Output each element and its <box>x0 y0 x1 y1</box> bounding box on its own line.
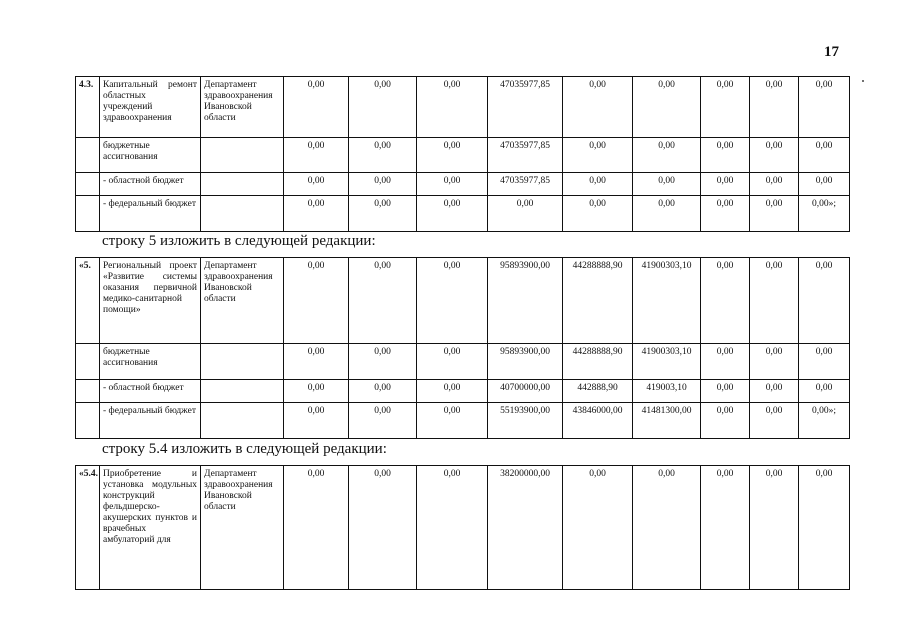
row-department <box>201 380 284 403</box>
row-name: Капитальный ремонт областных учреждений здравоохранения <box>100 77 201 138</box>
value-cell: 0,00 <box>417 344 488 380</box>
value-cell: 44288888,90 <box>563 344 633 380</box>
value-cell: 95893900,00 <box>488 258 563 344</box>
value-cell: 0,00 <box>349 138 417 173</box>
value-cell: 0,00 <box>349 380 417 403</box>
table-row <box>76 173 850 196</box>
value-cell: 0,00 <box>563 173 633 196</box>
value-cell: 0,00 <box>488 196 563 232</box>
row-number <box>76 196 100 232</box>
row-department: Департамент здравоохранения Ивановской области <box>201 77 284 138</box>
value-cell: 0,00 <box>633 77 701 138</box>
value-cell: 0,00 <box>799 344 850 380</box>
row-department <box>201 196 284 232</box>
value-cell: 55193900,00 <box>488 403 563 439</box>
value-cell: 442888,90 <box>563 380 633 403</box>
table-row <box>76 138 850 173</box>
value-cell: 0,00 <box>284 77 349 138</box>
table-row <box>76 466 850 590</box>
value-cell: 0,00 <box>417 138 488 173</box>
row-department <box>201 403 284 439</box>
value-cell: 0,00 <box>417 380 488 403</box>
value-cell: 0,00 <box>750 344 799 380</box>
value-cell: 0,00 <box>417 466 488 590</box>
value-cell: 0,00 <box>701 173 750 196</box>
value-cell: 0,00 <box>750 380 799 403</box>
value-cell: 0,00 <box>349 403 417 439</box>
value-cell: 0,00 <box>750 196 799 232</box>
table-row <box>76 344 850 380</box>
row-number <box>76 138 100 173</box>
value-cell: 0,00 <box>349 77 417 138</box>
value-cell: 0,00 <box>633 196 701 232</box>
value-cell: 419003,10 <box>633 380 701 403</box>
value-cell: 0,00 <box>284 196 349 232</box>
page-number: 17 <box>824 44 839 60</box>
table-row <box>76 196 850 232</box>
value-cell: 0,00 <box>633 173 701 196</box>
row-number <box>76 173 100 196</box>
value-cell: 0,00»; <box>799 403 850 439</box>
value-cell: 0,00 <box>750 403 799 439</box>
value-cell: 0,00 <box>701 466 750 590</box>
value-cell: 0,00 <box>349 196 417 232</box>
value-cell: 0,00 <box>284 403 349 439</box>
row-name: Региональный проект «Развитие системы оказания первичной медико-санитарной помощи» <box>100 258 201 344</box>
value-cell: 0,00 <box>701 258 750 344</box>
value-cell: 0,00 <box>750 466 799 590</box>
row-number: «5. <box>76 258 100 344</box>
row-department <box>201 344 284 380</box>
value-cell: 0,00 <box>750 258 799 344</box>
value-cell: 0,00 <box>349 258 417 344</box>
row-number <box>76 380 100 403</box>
row-department: Департамент здравоохранения Ивановской области <box>201 466 284 590</box>
row-department: Департамент здравоохранения Ивановской области <box>201 258 284 344</box>
value-cell: 0,00 <box>284 380 349 403</box>
value-cell: 0,00 <box>349 173 417 196</box>
value-cell: 0,00 <box>349 466 417 590</box>
value-cell: 47035977,85 <box>488 173 563 196</box>
value-cell: 0,00 <box>799 258 850 344</box>
row-name: бюджетные ассигнования <box>100 344 201 380</box>
table-row <box>76 77 850 138</box>
row-number <box>76 344 100 380</box>
value-cell: 0,00 <box>701 77 750 138</box>
value-cell: 0,00 <box>799 77 850 138</box>
row-name: - областной бюджет <box>100 173 201 196</box>
value-cell: 0,00 <box>284 344 349 380</box>
row-department <box>201 138 284 173</box>
value-cell: 0,00 <box>799 138 850 173</box>
value-cell: 0,00 <box>701 380 750 403</box>
value-cell: 41900303,10 <box>633 258 701 344</box>
row-number <box>76 403 100 439</box>
value-cell: 0,00 <box>284 173 349 196</box>
scan-dot <box>862 80 864 82</box>
value-cell: 0,00 <box>799 173 850 196</box>
value-cell: 40700000,00 <box>488 380 563 403</box>
value-cell: 47035977,85 <box>488 77 563 138</box>
value-cell: 0,00 <box>563 466 633 590</box>
value-cell: 0,00 <box>701 344 750 380</box>
value-cell: 0,00»; <box>799 196 850 232</box>
value-cell: 0,00 <box>799 466 850 590</box>
instruction-row-5-4: строку 5.4 изложить в следующей редакции: <box>102 441 387 457</box>
value-cell: 0,00 <box>417 77 488 138</box>
value-cell: 0,00 <box>417 196 488 232</box>
table-row <box>76 258 850 344</box>
value-cell: 0,00 <box>284 138 349 173</box>
value-cell: 0,00 <box>563 138 633 173</box>
budget-table-row-5 <box>75 257 850 439</box>
value-cell: 41900303,10 <box>633 344 701 380</box>
value-cell: 0,00 <box>633 466 701 590</box>
value-cell: 0,00 <box>701 196 750 232</box>
row-department <box>201 173 284 196</box>
instruction-row-5: строку 5 изложить в следующей редакции: <box>102 233 376 249</box>
row-name: бюджетные ассигнования <box>100 138 201 173</box>
value-cell: 0,00 <box>563 77 633 138</box>
value-cell: 0,00 <box>563 196 633 232</box>
value-cell: 43846000,00 <box>563 403 633 439</box>
row-name: - федеральный бюджет <box>100 403 201 439</box>
table-row <box>76 380 850 403</box>
value-cell: 0,00 <box>284 258 349 344</box>
value-cell: 0,00 <box>417 173 488 196</box>
value-cell: 0,00 <box>799 380 850 403</box>
value-cell: 0,00 <box>349 344 417 380</box>
value-cell: 0,00 <box>633 138 701 173</box>
value-cell: 38200000,00 <box>488 466 563 590</box>
value-cell: 41481300,00 <box>633 403 701 439</box>
row-name: - областной бюджет <box>100 380 201 403</box>
row-name: - федеральный бюджет <box>100 196 201 232</box>
row-name: Приобретение и установка модульных конструкций фельдшерско-акушерских пунктов и врачебных амбулаторий для <box>100 466 201 590</box>
value-cell: 0,00 <box>750 173 799 196</box>
budget-table-row-5-4 <box>75 465 850 590</box>
value-cell: 0,00 <box>701 138 750 173</box>
value-cell: 44288888,90 <box>563 258 633 344</box>
value-cell: 95893900,00 <box>488 344 563 380</box>
value-cell: 0,00 <box>701 403 750 439</box>
value-cell: 0,00 <box>417 403 488 439</box>
value-cell: 0,00 <box>750 77 799 138</box>
budget-table-row-4-3 <box>75 76 850 232</box>
row-number: «5.4. <box>76 466 100 590</box>
value-cell: 47035977,85 <box>488 138 563 173</box>
value-cell: 0,00 <box>750 138 799 173</box>
value-cell: 0,00 <box>284 466 349 590</box>
row-number: 4.3. <box>76 77 100 138</box>
table-row <box>76 403 850 439</box>
value-cell: 0,00 <box>417 258 488 344</box>
